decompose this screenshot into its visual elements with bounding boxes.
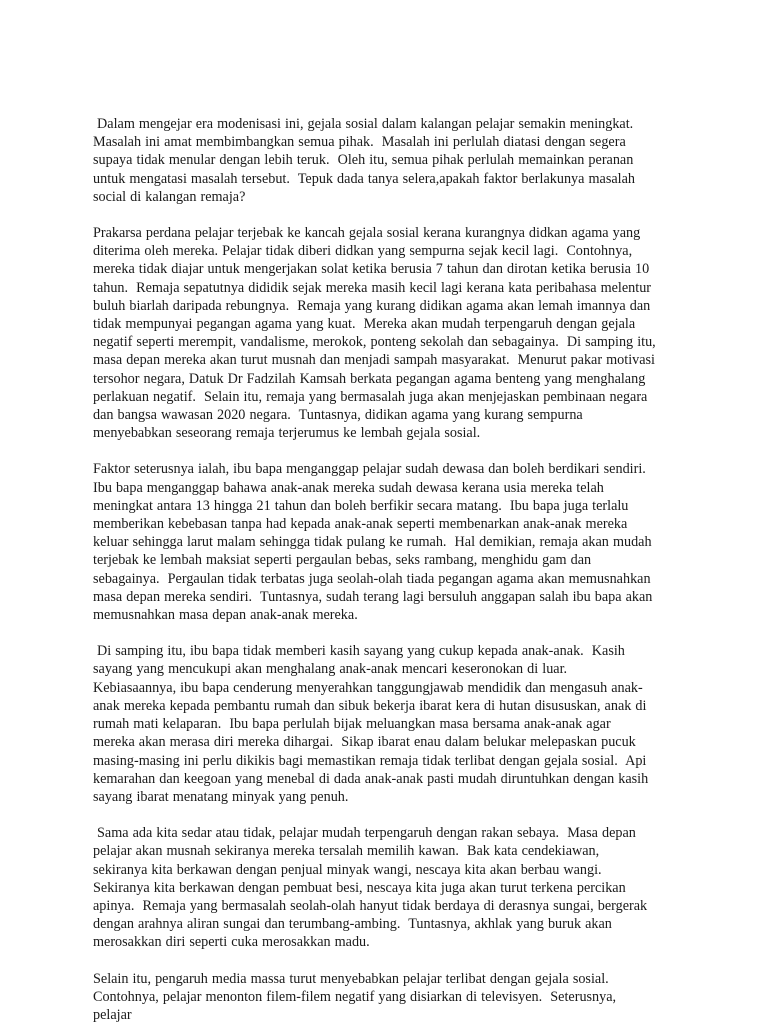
essay-body — [93, 115, 660, 1024]
paragraph-mass-media: Selain itu, pengaruh media massa turut menyebabkan pelajar terlibat dengan gejala sosial. Contohnya, pelajar menonton filem-filem negatif yang disiarkan di televisyen. Seterusnya, pelajar — [93, 970, 621, 1023]
paragraph-religious-education: Prakarsa perdana pelajar terjebak ke kancah gejala sosial kerana kurangnya didkan agama yang diterima oleh mereka. Pelajar tidak diberi didkan yang sempurna sejak kecil lagi. Contohnya, mereka tidak diajar untuk mengerjakan solat ketika berusia 7 tahun dan dirotan ketika berusia 10 tahun. Remaja sepatutnya dididik sejak mereka masih kecil lagi kerana kata peribahasa melentur buluh biarlah daripada rebungnya. Remaja yang kurang didikan agama akan lemah imannya dan tidak mempunyai pegangan agama yang kuat. Mereka akan mudah terpengaruh dengan gejala negatif seperti merempit, vandalisme, merokok, ponteng sekolah dan sebagainya. Di samping itu, masa depan mereka akan turut musnah dan menjadi sampah masyarakat. Menurut pakar motivasi tersohor negara, Datuk Dr Fadzilah Kamsah berkata pegangan agama benteng yang menghalang perlakuan negatif. Selain itu, remaja yang bermasalah juga akan menjejaskan pembinaan negara dan bangsa wawasan 2020 negara. Tuntasnya, didikan agama yang kurang sempurna menyebabkan seseorang remaja terjerumus ke lembah gejala sosial. — [93, 225, 660, 442]
paragraph-parents-assume-mature: Faktor seterusnya ialah, ibu bapa menganggap pelajar sudah dewasa dan boleh berdikari sendiri. Ibu bapa menganggap bahawa anak-anak mereka sudah dewasa kerana usia mereka telah meningkat antara 13 hingga 21 tahun dan boleh berfikir secara matang. Ibu bapa juga terlalu memberikan kebebasan tanpa had kepada anak-anak seperti membenarkan anak-anak mereka keluar sehingga larut malam sehingga tidak pulang ke rumah. Hal demikian, remaja akan mudah terjebak ke lembah maksiat seperti pergaulan bebas, seks rambang, menghidu gam dan sebagainya. Pergaulan tidak terbatas juga seolah-olah tiada pegangan agama akan memusnahkan masa depan mereka sendiri. Tuntasnya, sudah terang lagi bersuluh anggapan salah ibu bapa akan memusnahkan masa depan anak-anak mereka. — [93, 461, 657, 624]
paragraph-peer-influence: Sama ada kita sedar atau tidak, pelajar mudah terpengaruh dengan rakan sebaya. Masa depan pelajar akan musnah sekiranya mereka tersalah memilih kawan. Bak kata cendekiawan, sekiranya kita berkawan dengan penjual minyak wangi, nescaya kita akan berbau wangi. Sekiranya kita berkawan dengan pembuat besi, nescaya kita juga akan turut terkena percikan apinya. Remaja yang bermasalah seolah-olah hanyut tidak berdaya di derasnya sungai, bergerak dengan arahnya aliran sungai dan terumbang-ambing. Tuntasnya, akhlak yang buruk akan merosakkan diri seperti cuka merosakkan madu. — [93, 825, 652, 951]
paragraph-intro: Dalam mengejar era modenisasi ini, gejala sosial dalam kalangan pelajar semakin meningkat. Masalah ini amat membimbangkan semua pihak. Masalah ini perlulah diatasi dengan segera supaya tidak menular dengan lebih teruk. Oleh itu, semua pihak perlulah memainkan peranan untuk mengatasi masalah tersebut. Tepuk dada tanya selera,apakah faktor berlakunya masalah social di kalangan remaja? — [93, 116, 642, 205]
paragraph-parental-love: Di samping itu, ibu bapa tidak memberi kasih sayang yang cukup kepada anak-anak. Kasih sayang yang mencukupi akan menghalang anak-anak mencari keseronokan di luar. Kebiasaannya, ibu bapa cenderung menyerahkan tanggungjawab mendidik dan mengasuh anak-anak mereka kepada pembantu rumah dan sibuk bekerja ibarat kera di hutan disususkan, anak di rumah mati kelaparan. Ibu bapa perlulah bijak meluangkan masa bersama anak-anak agar mereka akan merasa diri mereka dihargai. Sikap ibarat enau dalam belukar melepaskan pucuk masing-masing ini perlu dikikis bagi memastikan remaja tidak terlibat dengan gejala sosial. Api kemarahan dan keegoan yang menebal di dada anak-anak pasti mudah diruntuhkan dengan kasih sayang ibarat menatang minyak yang penuh. — [93, 643, 653, 805]
